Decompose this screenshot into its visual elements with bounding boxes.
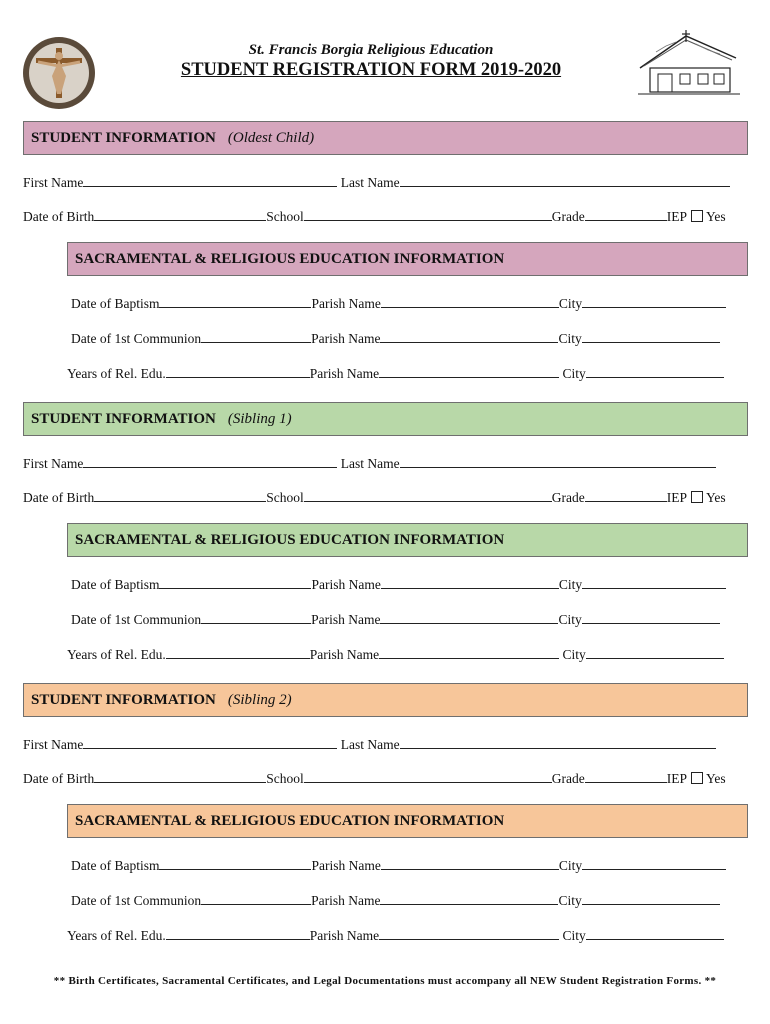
school-field[interactable]: [304, 208, 552, 221]
baptism-label: Date of Baptism: [71, 858, 160, 873]
years-parish-field[interactable]: [379, 927, 559, 940]
communion-city-field[interactable]: [582, 330, 720, 343]
baptism-row: [71, 857, 726, 874]
city-label: City: [558, 612, 582, 627]
sacramental-header-oldest: [67, 242, 748, 276]
communion-city-field[interactable]: [582, 611, 720, 624]
parish-label: Parish Name: [311, 612, 381, 627]
iep-label: IEP: [666, 771, 687, 786]
years-label: Years of Rel. Edu.: [67, 647, 166, 662]
section-qualifier: (Sibling 1): [227, 410, 292, 427]
grade-field[interactable]: [585, 208, 667, 221]
city-label: City: [558, 858, 583, 873]
section-heading: STUDENT INFORMATION: [31, 691, 216, 708]
iep-yes-label: Yes: [705, 490, 726, 505]
grade-field[interactable]: [585, 770, 667, 783]
baptism-date-field[interactable]: [159, 857, 311, 870]
years-row: [67, 927, 724, 944]
years-parish-field[interactable]: [379, 646, 559, 659]
baptism-parish-field[interactable]: [381, 295, 559, 308]
parish-label: Parish Name: [309, 928, 380, 943]
school-field[interactable]: [304, 489, 552, 502]
communion-date-field[interactable]: [201, 611, 311, 624]
communion-label: Date of 1st Communion: [71, 612, 202, 627]
years-field[interactable]: [166, 365, 310, 378]
city-label: City: [562, 366, 586, 381]
last-name-label: Last Name: [340, 175, 400, 190]
communion-label: Date of 1st Communion: [71, 893, 202, 908]
city-label: City: [562, 647, 586, 662]
years-label: Years of Rel. Edu.: [67, 366, 166, 381]
years-label: Years of Rel. Edu.: [67, 928, 166, 943]
baptism-parish-field[interactable]: [381, 857, 559, 870]
first-name-field[interactable]: [83, 455, 337, 468]
last-name-label: Last Name: [340, 456, 400, 471]
years-row: [67, 365, 724, 382]
baptism-row: [71, 576, 726, 593]
baptism-label: Date of Baptism: [71, 577, 160, 592]
dob-row: [23, 489, 726, 506]
dob-row: [23, 770, 726, 787]
years-field[interactable]: [166, 927, 310, 940]
baptism-parish-field[interactable]: [381, 576, 559, 589]
school-label: School: [266, 771, 304, 786]
communion-row: [71, 611, 720, 628]
communion-label: Date of 1st Communion: [71, 331, 202, 346]
grade-field[interactable]: [585, 489, 667, 502]
first-name-label: First Name: [23, 175, 84, 190]
communion-row: [71, 330, 720, 347]
school-field[interactable]: [304, 770, 552, 783]
dob-row: [23, 208, 726, 225]
parish-label: Parish Name: [311, 331, 381, 346]
iep-yes-label: Yes: [705, 209, 726, 224]
grade-label: Grade: [551, 490, 585, 505]
last-name-label: Last Name: [340, 737, 400, 752]
section-qualifier: (Oldest Child): [227, 129, 315, 146]
name-row: [23, 174, 730, 191]
school-name: St. Francis Borgia Religious Education: [248, 42, 494, 58]
last-name-field[interactable]: [400, 736, 716, 749]
iep-label: IEP: [666, 209, 687, 224]
dob-label: Date of Birth: [23, 771, 95, 786]
city-label: City: [562, 928, 586, 943]
years-row: [67, 646, 724, 663]
dob-label: Date of Birth: [23, 209, 95, 224]
grade-label: Grade: [551, 209, 585, 224]
years-city-field[interactable]: [586, 927, 724, 940]
dob-label: Date of Birth: [23, 490, 95, 505]
sacramental-heading: SACRAMENTAL & RELIGIOUS EDUCATION INFORMATION: [75, 812, 505, 829]
student-info-header-sibling-1: [23, 402, 748, 436]
sacramental-header-sibling-2: [67, 804, 748, 838]
years-city-field[interactable]: [586, 365, 724, 378]
sacramental-heading: SACRAMENTAL & RELIGIOUS EDUCATION INFORMATION: [75, 531, 505, 548]
form-title: STUDENT REGISTRATION FORM 2019-2020: [180, 60, 562, 80]
iep-checkbox[interactable]: [691, 210, 703, 222]
communion-date-field[interactable]: [201, 892, 311, 905]
first-name-field[interactable]: [83, 174, 337, 187]
city-label: City: [558, 331, 582, 346]
communion-row: [71, 892, 720, 909]
parish-label: Parish Name: [311, 893, 381, 908]
iep-yes-label: Yes: [705, 771, 726, 786]
communion-parish-field[interactable]: [380, 611, 558, 624]
city-label: City: [558, 296, 583, 311]
student-info-header-sibling-2: [23, 683, 748, 717]
student-info-header-oldest: [23, 121, 748, 155]
iep-checkbox[interactable]: [691, 772, 703, 784]
grade-label: Grade: [551, 771, 585, 786]
years-city-field[interactable]: [586, 646, 724, 659]
church-building-icon: [636, 28, 742, 98]
baptism-row: [71, 295, 726, 312]
parish-label: Parish Name: [311, 858, 381, 873]
communion-parish-field[interactable]: [380, 330, 558, 343]
sacramental-header-sibling-1: [67, 523, 748, 557]
parish-label: Parish Name: [309, 366, 380, 381]
baptism-city-field[interactable]: [582, 295, 726, 308]
baptism-date-field[interactable]: [159, 295, 311, 308]
section-heading: STUDENT INFORMATION: [31, 410, 216, 427]
baptism-date-field[interactable]: [159, 576, 311, 589]
city-label: City: [558, 893, 582, 908]
name-row: [23, 455, 716, 472]
baptism-city-field[interactable]: [582, 576, 726, 589]
dob-field[interactable]: [94, 208, 266, 221]
years-field[interactable]: [166, 646, 310, 659]
last-name-field[interactable]: [400, 455, 716, 468]
dob-field[interactable]: [94, 770, 266, 783]
baptism-label: Date of Baptism: [71, 296, 160, 311]
section-heading: STUDENT INFORMATION: [31, 129, 216, 146]
communion-date-field[interactable]: [201, 330, 311, 343]
sacramental-heading: SACRAMENTAL & RELIGIOUS EDUCATION INFORMATION: [75, 250, 505, 267]
first-name-label: First Name: [23, 456, 84, 471]
section-qualifier: (Sibling 2): [227, 691, 292, 708]
footer-note: ** Birth Certificates, Sacramental Certificates, and Legal Documentations must accompany all NEW Student Registration Forms. **: [53, 975, 717, 987]
first-name-label: First Name: [23, 737, 84, 752]
iep-checkbox[interactable]: [691, 491, 703, 503]
city-label: City: [558, 577, 583, 592]
parish-label: Parish Name: [311, 296, 381, 311]
communion-city-field[interactable]: [582, 892, 720, 905]
school-label: School: [266, 490, 304, 505]
parish-label: Parish Name: [311, 577, 381, 592]
dob-field[interactable]: [94, 489, 266, 502]
communion-parish-field[interactable]: [380, 892, 558, 905]
parish-label: Parish Name: [309, 647, 380, 662]
baptism-city-field[interactable]: [582, 857, 726, 870]
years-parish-field[interactable]: [379, 365, 559, 378]
iep-label: IEP: [666, 490, 687, 505]
name-row: [23, 736, 716, 753]
first-name-field[interactable]: [83, 736, 337, 749]
last-name-field[interactable]: [400, 174, 730, 187]
school-label: School: [266, 209, 304, 224]
